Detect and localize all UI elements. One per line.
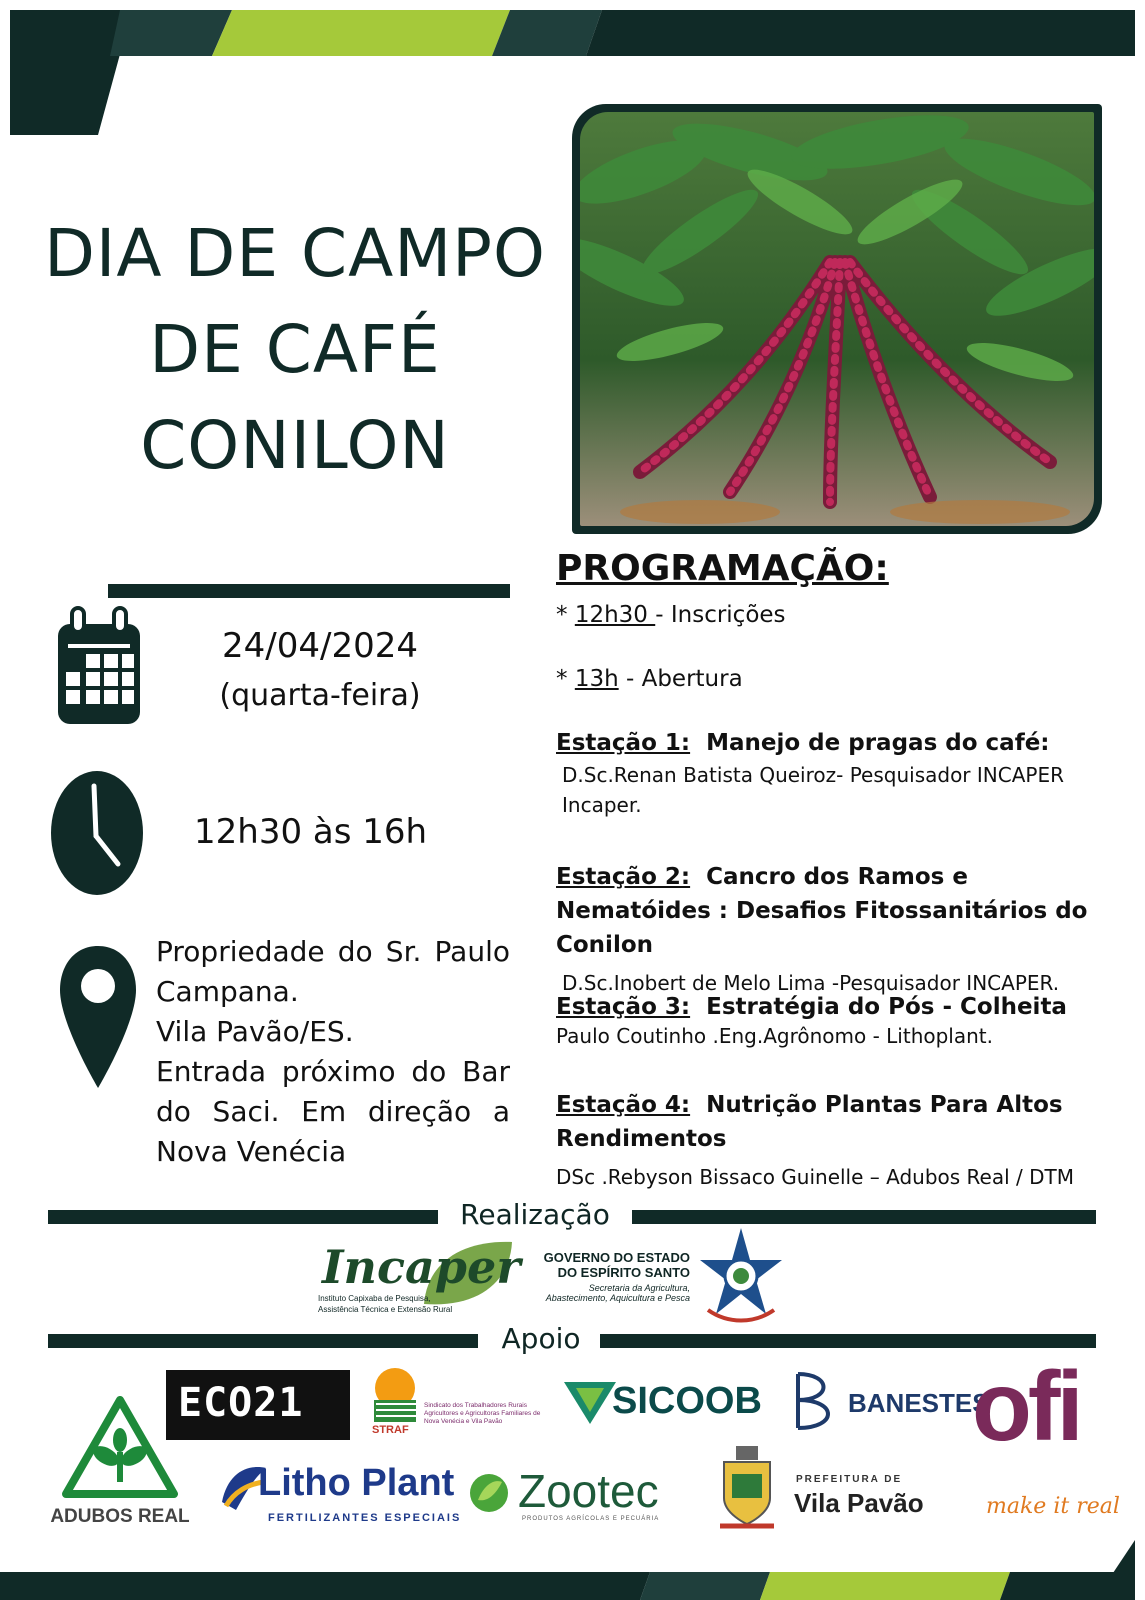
program-time: 12h30 [574, 602, 656, 628]
prefeitura-line-2: Vila Pavão [794, 1488, 924, 1518]
program-item-2 [556, 666, 743, 692]
program-text: - Inscrições [655, 602, 786, 628]
clock-icon [50, 770, 144, 896]
straf-name: STRAF [372, 1424, 409, 1436]
straf-description: Sindicato dos Trabalhadores Rurais Agricultores e Agricultoras Familiares de Nova Venécia e Vila Pavão [424, 1402, 541, 1425]
governo-es-logo [540, 1250, 690, 1303]
vila-pavao-coat-of-arms-icon [716, 1444, 778, 1534]
event-date: 24/04/2024 [222, 626, 418, 666]
incaper-sub-1: Instituto Capixaba de Pesquisa, [318, 1294, 431, 1303]
station-label: Estação 2: [556, 864, 691, 890]
realizacao-label: Realização [460, 1198, 610, 1231]
incaper-sub-2: Assistência Técnica e Extensão Rural [318, 1305, 453, 1314]
divider-realizacao-right [632, 1210, 1096, 1224]
divider-realizacao-left [48, 1210, 438, 1224]
program-time: 13h [574, 666, 619, 692]
station-4 [556, 1088, 1106, 1194]
bottom-banner [0, 1540, 1145, 1600]
station-label: Estação 3: [556, 994, 691, 1020]
station-label: Estação 1: [556, 730, 691, 756]
calendar-icon [56, 602, 142, 726]
incaper-name: Incaper [322, 1240, 521, 1294]
title-line-3: CONILON [140, 407, 450, 484]
eco21-name: ECO21 [178, 1380, 304, 1426]
location-line-3: Entrada próximo do Bar do Saci. Em direção a Nova Venécia [156, 1055, 510, 1168]
governo-line-1: GOVERNO DO ESTADO [543, 1250, 690, 1265]
station-speaker: D.Sc.Inobert de Melo Lima -Pesquisador INCAPER. [562, 971, 1060, 995]
station-title: Cancro dos Ramos e Nematóides : Desafios Fitossanitários do Conilon [556, 864, 1088, 958]
sicoob-icon [564, 1380, 616, 1426]
coffee-plant-photo [572, 104, 1102, 534]
litho-plant-name: Litho Plant [258, 1462, 455, 1504]
straf-sun-icon [372, 1366, 418, 1424]
straf-logo [372, 1366, 546, 1438]
adubos-real-name: ADUBOS REAL [50, 1506, 190, 1527]
litho-plant-sub: FERTILIZANTES ESPECIAIS [268, 1512, 462, 1524]
station-label: Estação 4: [556, 1092, 691, 1118]
program-item-1 [556, 602, 786, 628]
station-3 [556, 994, 1106, 1048]
event-time: 12h30 às 16h [194, 812, 428, 852]
event-location [156, 932, 510, 1172]
zootec-sub: PRODUTOS AGRÍCOLAS E PECUÁRIA [522, 1516, 660, 1522]
program-bullet: * [556, 666, 568, 692]
eco21-logo [166, 1370, 350, 1440]
title-line-2: DE CAFÉ [149, 311, 441, 388]
zootec-name: Zootec [518, 1465, 659, 1517]
sicoob-name: SICOOB [612, 1380, 762, 1422]
prefeitura-line-1: PREFEITURA DE [796, 1474, 903, 1485]
title-line-1: DIA DE CAMPO [44, 215, 546, 292]
divider-apoio-right [600, 1334, 1096, 1348]
location-pin-icon [58, 944, 138, 1090]
governo-sub-1: Secretaria da Agricultura, [588, 1283, 690, 1293]
espirito-santo-coat-of-arms-icon [698, 1224, 784, 1326]
event-weekday: (quarta-feira) [219, 678, 421, 713]
governo-line-2: DO ESPÍRITO SANTO [557, 1265, 690, 1280]
event-title [30, 206, 560, 494]
banestes-name: BANESTES [848, 1388, 990, 1418]
program-text: - Abertura [625, 666, 743, 692]
apoio-label: Apoio [501, 1322, 581, 1355]
divider-left [108, 584, 510, 598]
ofi-tagline: make it real [986, 1494, 1120, 1519]
banestes-icon [792, 1370, 842, 1432]
zootec-icon [468, 1472, 510, 1514]
station-title: Manejo de pragas do café: [706, 730, 1050, 756]
station-2 [556, 860, 1106, 1000]
program-heading: PROGRAMAÇÃO: [556, 548, 889, 589]
divider-apoio-left [48, 1334, 478, 1348]
program-bullet: * [556, 602, 568, 628]
station-1 [556, 730, 1106, 820]
governo-sub-2: Abastecimento, Aquicultura e Pesca [545, 1293, 690, 1303]
ofi-name: ofi [972, 1351, 1080, 1461]
location-line-2: Vila Pavão/ES. [156, 1015, 354, 1048]
station-title: Estratégia do Pós - Colheita [706, 994, 1067, 1020]
incaper-logo [318, 1238, 521, 1318]
station-title: Nutrição Plantas Para Altos Rendimentos [556, 1092, 1063, 1152]
station-speaker: Paulo Coutinho .Eng.Agrônomo - Lithoplant. [556, 1024, 993, 1048]
adubos-real-logo-icon [62, 1396, 178, 1498]
location-line-1: Propriedade do Sr. Paulo Campana. [156, 935, 510, 1008]
station-speaker: D.Sc.Renan Batista Queiroz- Pesquisador INCAPER Incaper. [562, 763, 1064, 817]
station-speaker: DSc .Rebyson Bissaco Guinelle – Adubos Real / DTM [556, 1165, 1074, 1189]
